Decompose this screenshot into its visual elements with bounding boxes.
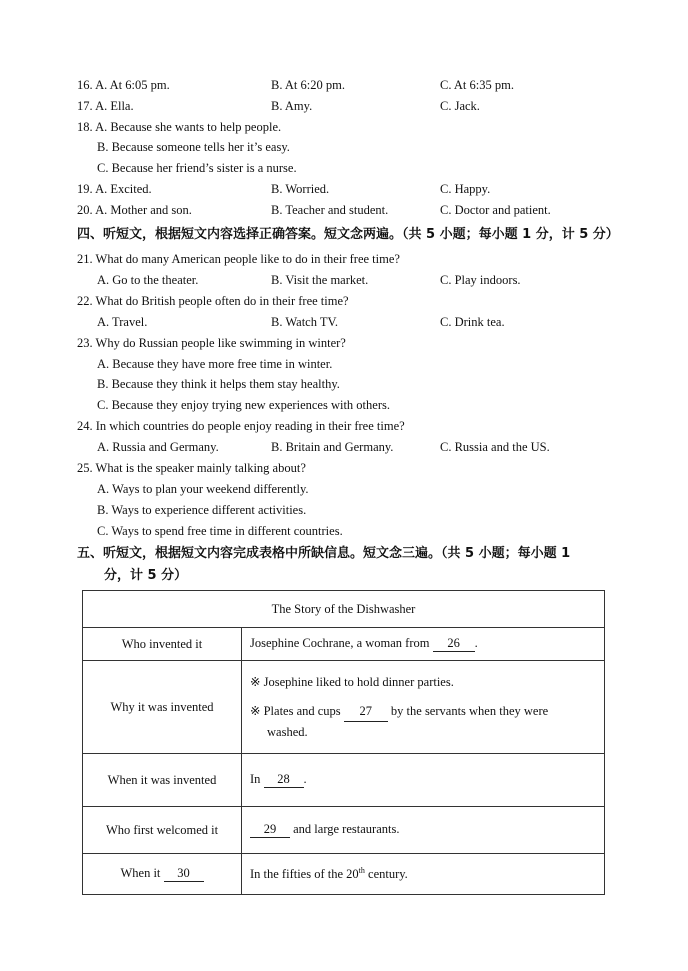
q18-c: C. Because her friend’s sister is a nurse.	[97, 161, 297, 175]
q21-a: A. Go to the theater.	[97, 273, 199, 287]
blank-30[interactable]: 30	[164, 866, 204, 882]
section5-heading-line1: 五、听短文，根据短文内容完成表格中所缺信息。短文念三遍。（共 5 小题；每小题 1	[77, 546, 571, 561]
table-title: The Story of the Dishwasher	[83, 591, 605, 628]
row2-label: Why it was invented	[83, 661, 242, 754]
q16-b: B. At 6:20 pm.	[271, 78, 345, 92]
q16-c: C. At 6:35 pm.	[440, 78, 514, 92]
q25-stem: 25. What is the speaker mainly talking about?	[77, 461, 306, 475]
dishwasher-table	[82, 590, 605, 895]
q17-a: 17. A. Ella.	[77, 99, 134, 113]
q23-c: C. Because they enjoy trying new experiences with others.	[97, 398, 390, 412]
row5-value: In the fifties of the 20th century.	[242, 854, 605, 895]
q19-c: C. Happy.	[440, 182, 491, 196]
q25-c: C. Ways to spend free time in different countries.	[97, 524, 343, 538]
section5-heading-line2: 分，计 5 分）	[104, 568, 188, 583]
section4-heading: 四、听短文，根据短文内容选择正确答案。短文念两遍。（共 5 小题；每小题 1 分，计 5 分）	[77, 227, 619, 242]
q23-stem: 23. Why do Russian people like swimming in winter?	[77, 336, 346, 350]
row4-value: 29 and large restaurants.	[242, 807, 605, 854]
blank-26[interactable]: 26	[433, 636, 475, 652]
q24-a: A. Russia and Germany.	[97, 440, 219, 454]
q21-stem: 21. What do many American people like to do in their free time?	[77, 252, 400, 266]
q23-a: A. Because they have more free time in winter.	[97, 357, 333, 371]
blank-27[interactable]: 27	[344, 701, 388, 722]
q23-b: B. Because they think it helps them stay healthy.	[97, 377, 340, 391]
q20-b: B. Teacher and student.	[271, 203, 389, 217]
row1-label: Who invented it	[83, 628, 242, 661]
q18-b: B. Because someone tells her it’s easy.	[97, 140, 290, 154]
q19-b: B. Worried.	[271, 182, 330, 196]
row2-value: ※ Josephine liked to hold dinner parties. ※ Plates and cups 27 by the servants when they were washed.	[242, 661, 605, 754]
q24-c: C. Russia and the US.	[440, 440, 550, 454]
q21-b: B. Visit the market.	[271, 273, 369, 287]
row3-label: When it was invented	[83, 754, 242, 807]
q22-b: B. Watch TV.	[271, 315, 339, 329]
q20-a: 20. A. Mother and son.	[77, 203, 192, 217]
q25-b: B. Ways to experience different activities.	[97, 503, 307, 517]
q21-c: C. Play indoors.	[440, 273, 521, 287]
row5-label: When it 30	[83, 854, 242, 895]
q22-stem: 22. What do British people often do in their free time?	[77, 294, 349, 308]
row1-value: Josephine Cochrane, a woman from 26 .	[242, 628, 605, 661]
q17-c: C. Jack.	[440, 99, 480, 113]
q19-a: 19. A. Excited.	[77, 182, 152, 196]
row4-label: Who first welcomed it	[83, 807, 242, 854]
q16-a: 16. A. At 6:05 pm.	[77, 78, 170, 92]
q25-a: A. Ways to plan your weekend differently.	[97, 482, 309, 496]
q20-c: C. Doctor and patient.	[440, 203, 551, 217]
q22-a: A. Travel.	[97, 315, 148, 329]
q18-a: 18. A. Because she wants to help people.	[77, 120, 282, 134]
q17-b: B. Amy.	[271, 99, 313, 113]
q24-b: B. Britain and Germany.	[271, 440, 394, 454]
q24-stem: 24. In which countries do people enjoy reading in their free time?	[77, 419, 405, 433]
blank-29[interactable]: 29	[250, 822, 290, 838]
row3-value: In 28 .	[242, 754, 605, 807]
blank-28[interactable]: 28	[264, 772, 304, 788]
q22-c: C. Drink tea.	[440, 315, 505, 329]
